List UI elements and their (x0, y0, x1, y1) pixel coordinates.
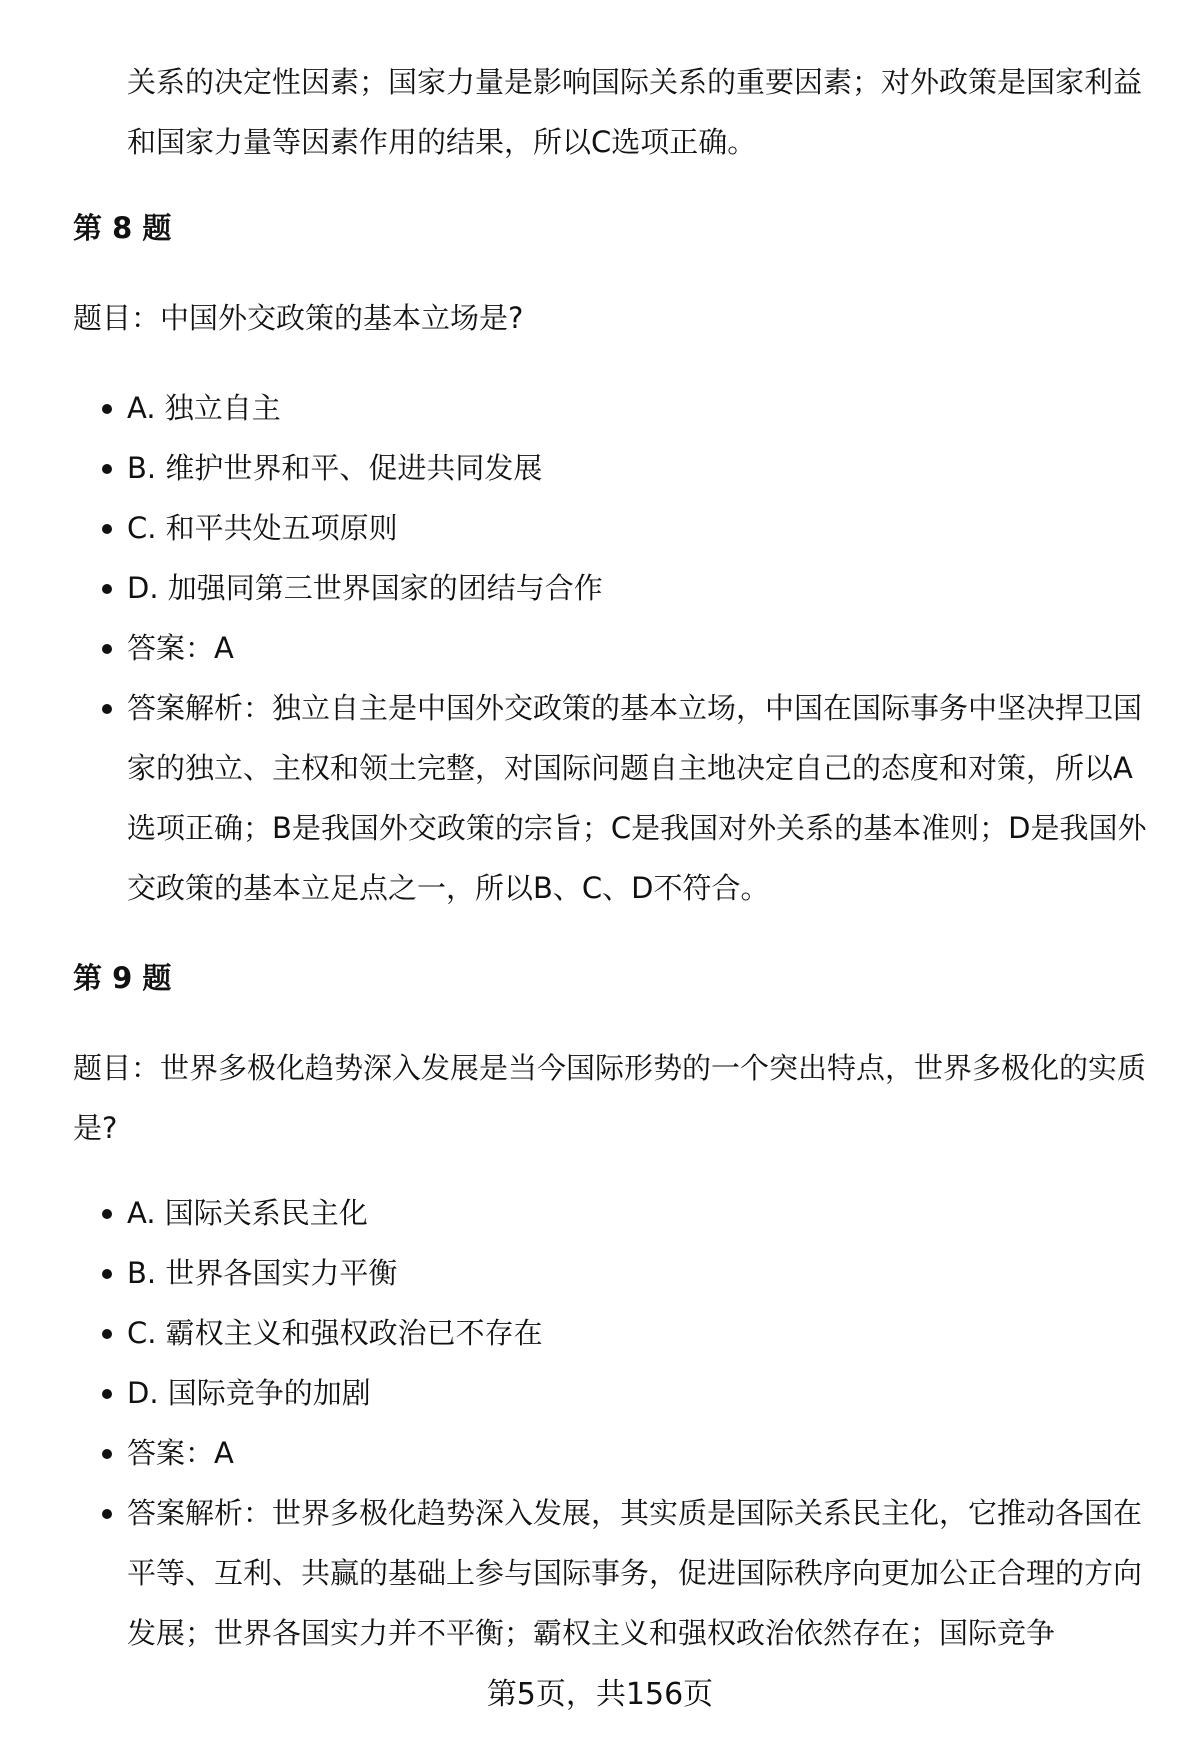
question-9-option-a: A. 国际关系民主化 (127, 1183, 1147, 1243)
question-9-heading: 第 9 题 (73, 961, 172, 995)
bullet-icon (102, 1449, 112, 1459)
bullet-icon (102, 404, 112, 414)
question-9-option-c: C. 霸权主义和强权政治已不存在 (127, 1303, 1147, 1363)
question-8-answer: 答案：A (127, 618, 1147, 678)
question-9-option-b: B. 世界各国实力平衡 (127, 1243, 1147, 1303)
question-9-option-d: D. 国际竞争的加剧 (127, 1363, 1147, 1423)
bullet-icon (102, 1209, 112, 1219)
question-8-option-c: C. 和平共处五项原则 (127, 498, 1147, 558)
bullet-icon (102, 1329, 112, 1339)
page-number: 第5页，共156页 (486, 1677, 714, 1712)
bullet-icon (102, 644, 112, 654)
bullet-icon (102, 704, 112, 714)
question-8-analysis: 答案解析：独立自主是中国外交政策的基本立场，中国在国际事务中坚决捍卫国家的独立、主权和领土完整，对国际问题自主地决定自己的态度和对策，所以A选项正确；B是我国外交政策的宗旨；C是我国对外关系的基本准则；D是我国外交政策的基本立足点之一，所以B、C、D不符合。 (127, 678, 1147, 918)
previous-analysis-continuation: 关系的决定性因素；国家力量是影响国际关系的重要因素；对外政策是国家利益和国家力量等因素作用的结果，所以C选项正确。 (127, 65, 1143, 159)
bullet-icon (102, 524, 112, 534)
bullet-icon (102, 1509, 112, 1519)
question-8-heading: 第 8 题 (73, 211, 172, 245)
question-9-analysis: 答案解析：世界多极化趋势深入发展，其实质是国际关系民主化，它推动各国在平等、互利、共赢的基础上参与国际事务，促进国际秩序向更加公正合理的方向发展；世界各国实力并不平衡；霸权主义和强权政治依然存在；国际竞争 (127, 1483, 1147, 1663)
question-8-text: 题目：中国外交政策的基本立场是? (73, 301, 524, 335)
question-8-option-b: B. 维护世界和平、促进共同发展 (127, 438, 1147, 498)
question-9-answer: 答案：A (127, 1423, 1147, 1483)
question-9-text: 题目：世界多极化趋势深入发展是当今国际形势的一个突出特点，世界多极化的实质是? (73, 1051, 1147, 1145)
question-8-option-a: A. 独立自主 (127, 378, 1147, 438)
bullet-icon (102, 1269, 112, 1279)
question-8-options (127, 378, 1147, 918)
bullet-icon (102, 1389, 112, 1399)
question-9-options (127, 1183, 1147, 1663)
question-8-option-d: D. 加强同第三世界国家的团结与合作 (127, 558, 1147, 618)
bullet-icon (102, 464, 112, 474)
bullet-icon (102, 584, 112, 594)
